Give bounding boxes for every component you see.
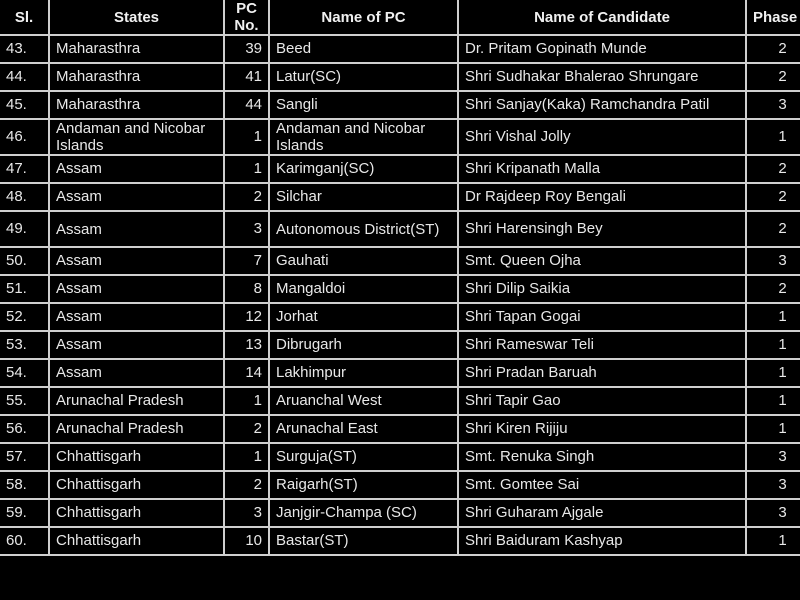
table-row — [0, 275, 800, 303]
cell-candidate: Shri Guharam Ajgale — [458, 499, 746, 527]
cell-state: Chhattisgarh — [49, 443, 224, 471]
table-row — [0, 303, 800, 331]
cell-phase: 3 — [746, 499, 800, 527]
cell-sl: 60. — [0, 527, 49, 555]
cell-state: Arunachal Pradesh — [49, 415, 224, 443]
table-row — [0, 415, 800, 443]
cell-phase: 1 — [746, 527, 800, 555]
cell-phase: 1 — [746, 387, 800, 415]
table-row — [0, 183, 800, 211]
cell-pc-no: 1 — [224, 443, 269, 471]
cell-phase: 1 — [746, 303, 800, 331]
cell-pc-no: 2 — [224, 471, 269, 499]
cell-pc-no: 10 — [224, 527, 269, 555]
table-row — [0, 471, 800, 499]
cell-pc-no: 44 — [224, 91, 269, 119]
cell-state: Maharasthra — [49, 91, 224, 119]
cell-sl: 55. — [0, 387, 49, 415]
table-row — [0, 359, 800, 387]
table-header-row — [0, 0, 800, 35]
cell-candidate: Shri Tapir Gao — [458, 387, 746, 415]
cell-pc-name: Raigarh(ST) — [269, 471, 458, 499]
cell-pc-name: Aruanchal West — [269, 387, 458, 415]
cell-state: Assam — [49, 155, 224, 183]
table-row — [0, 63, 800, 91]
cell-state: Assam — [49, 275, 224, 303]
cell-pc-no: 2 — [224, 183, 269, 211]
cell-sl: 58. — [0, 471, 49, 499]
cell-pc-name: Beed — [269, 35, 458, 63]
cell-pc-no: 12 — [224, 303, 269, 331]
header-name-of-pc: Name of PC — [269, 0, 458, 35]
cell-state: Chhattisgarh — [49, 499, 224, 527]
cell-state: Assam — [49, 211, 224, 247]
table-row — [0, 91, 800, 119]
cell-pc-name: Autonomous District(ST) — [269, 211, 458, 247]
cell-pc-name: Dibrugarh — [269, 331, 458, 359]
cell-candidate: Shri Rameswar Teli — [458, 331, 746, 359]
table-row — [0, 387, 800, 415]
cell-phase: 1 — [746, 415, 800, 443]
cell-candidate: Dr Rajdeep Roy Bengali — [458, 183, 746, 211]
cell-phase: 2 — [746, 155, 800, 183]
cell-sl: 59. — [0, 499, 49, 527]
cell-phase: 2 — [746, 35, 800, 63]
cell-candidate: Smt. Renuka Singh — [458, 443, 746, 471]
cell-pc-name: Arunachal East — [269, 415, 458, 443]
header-phase: Phase — [746, 0, 800, 35]
cell-pc-no: 7 — [224, 247, 269, 275]
cell-pc-no: 1 — [224, 155, 269, 183]
cell-pc-no: 1 — [224, 387, 269, 415]
cell-pc-name: Mangaldoi — [269, 275, 458, 303]
cell-state: Maharasthra — [49, 35, 224, 63]
header-sl: Sl. — [0, 0, 49, 35]
cell-phase: 2 — [746, 275, 800, 303]
cell-state: Andaman and Nicobar Islands — [49, 119, 224, 155]
cell-sl: 52. — [0, 303, 49, 331]
cell-sl: 43. — [0, 35, 49, 63]
cell-sl: 49. — [0, 211, 49, 247]
cell-phase: 2 — [746, 211, 800, 247]
cell-sl: 53. — [0, 331, 49, 359]
cell-candidate: Smt. Queen Ojha — [458, 247, 746, 275]
table-row — [0, 247, 800, 275]
cell-pc-name: Gauhati — [269, 247, 458, 275]
cell-pc-name: Lakhimpur — [269, 359, 458, 387]
cell-phase: 2 — [746, 63, 800, 91]
cell-sl: 45. — [0, 91, 49, 119]
cell-phase: 2 — [746, 183, 800, 211]
cell-state: Chhattisgarh — [49, 527, 224, 555]
cell-candidate: Smt. Gomtee Sai — [458, 471, 746, 499]
cell-state: Assam — [49, 359, 224, 387]
cell-pc-name: Surguja(ST) — [269, 443, 458, 471]
cell-sl: 54. — [0, 359, 49, 387]
table-row — [0, 443, 800, 471]
cell-sl: 48. — [0, 183, 49, 211]
cell-candidate: Shri Vishal Jolly — [458, 119, 746, 155]
cell-pc-no: 14 — [224, 359, 269, 387]
cell-candidate: Shri Baiduram Kashyap — [458, 527, 746, 555]
cell-pc-no: 1 — [224, 119, 269, 155]
cell-pc-no: 8 — [224, 275, 269, 303]
table-row — [0, 331, 800, 359]
cell-phase: 3 — [746, 443, 800, 471]
cell-sl: 46. — [0, 119, 49, 155]
cell-sl: 51. — [0, 275, 49, 303]
cell-pc-no: 41 — [224, 63, 269, 91]
cell-phase: 1 — [746, 359, 800, 387]
cell-candidate: Shri Dilip Saikia — [458, 275, 746, 303]
cell-candidate: Shri Kiren Rijiju — [458, 415, 746, 443]
cell-candidate: Shri Sudhakar Bhalerao Shrungare — [458, 63, 746, 91]
header-name-of-candidate: Name of Candidate — [458, 0, 746, 35]
cell-candidate: Shri Harensingh Bey — [458, 211, 746, 247]
cell-sl: 57. — [0, 443, 49, 471]
table-row — [0, 527, 800, 555]
cell-state: Assam — [49, 303, 224, 331]
cell-pc-name: Jorhat — [269, 303, 458, 331]
header-pc-no: PC No. — [224, 0, 269, 35]
cell-pc-name: Latur(SC) — [269, 63, 458, 91]
cell-pc-name: Karimganj(SC) — [269, 155, 458, 183]
cell-pc-name: Sangli — [269, 91, 458, 119]
table-row — [0, 119, 800, 155]
cell-phase: 1 — [746, 119, 800, 155]
cell-pc-name: Bastar(ST) — [269, 527, 458, 555]
table-row — [0, 35, 800, 63]
cell-candidate: Shri Sanjay(Kaka) Ramchandra Patil — [458, 91, 746, 119]
cell-candidate: Shri Pradan Baruah — [458, 359, 746, 387]
cell-sl: 50. — [0, 247, 49, 275]
table-row — [0, 211, 800, 247]
cell-sl: 47. — [0, 155, 49, 183]
cell-phase: 3 — [746, 91, 800, 119]
cell-pc-name: Andaman and Nicobar Islands — [269, 119, 458, 155]
cell-candidate: Shri Kripanath Malla — [458, 155, 746, 183]
cell-pc-no: 39 — [224, 35, 269, 63]
header-states: States — [49, 0, 224, 35]
cell-phase: 3 — [746, 247, 800, 275]
cell-pc-no: 3 — [224, 211, 269, 247]
cell-state: Assam — [49, 247, 224, 275]
cell-state: Assam — [49, 183, 224, 211]
cell-pc-no: 13 — [224, 331, 269, 359]
cell-pc-no: 2 — [224, 415, 269, 443]
cell-pc-name: Silchar — [269, 183, 458, 211]
cell-state: Arunachal Pradesh — [49, 387, 224, 415]
cell-state: Maharasthra — [49, 63, 224, 91]
cell-phase: 3 — [746, 471, 800, 499]
cell-sl: 56. — [0, 415, 49, 443]
cell-state: Chhattisgarh — [49, 471, 224, 499]
table-row — [0, 499, 800, 527]
cell-sl: 44. — [0, 63, 49, 91]
table-row — [0, 155, 800, 183]
cell-phase: 1 — [746, 331, 800, 359]
cell-pc-name: Janjgir-Champa (SC) — [269, 499, 458, 527]
cell-candidate: Shri Tapan Gogai — [458, 303, 746, 331]
cell-state: Assam — [49, 331, 224, 359]
cell-pc-no: 3 — [224, 499, 269, 527]
cell-candidate: Dr. Pritam Gopinath Munde — [458, 35, 746, 63]
